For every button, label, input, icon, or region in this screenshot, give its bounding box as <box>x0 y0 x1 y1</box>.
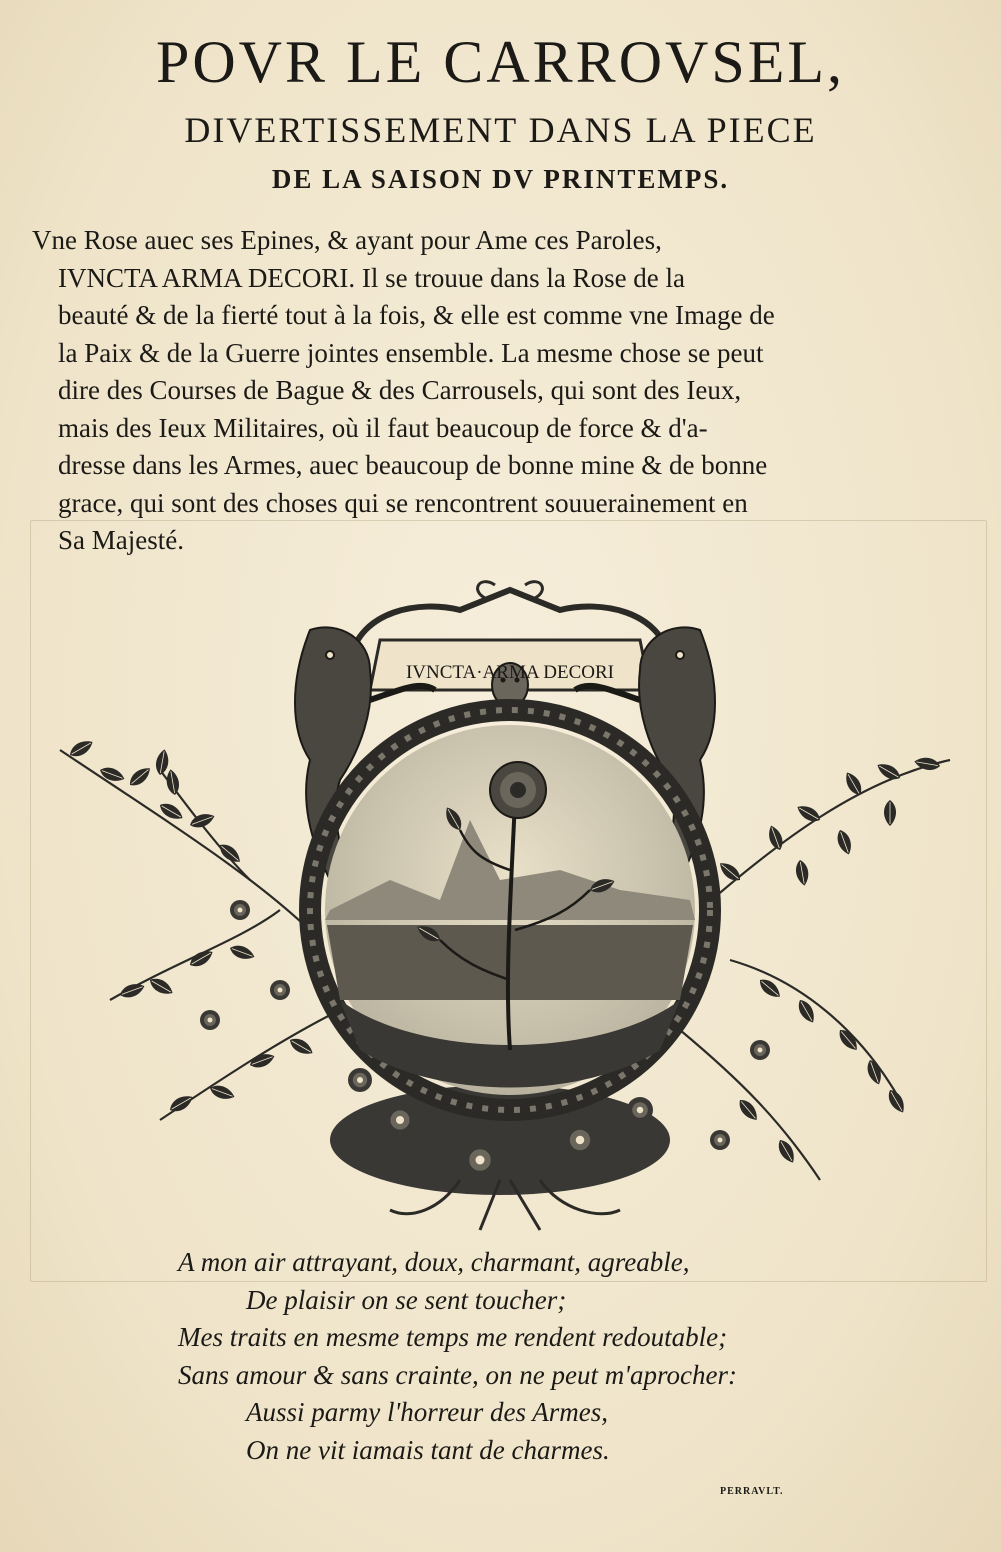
body-line: Sa Majesté. <box>58 525 184 555</box>
body-line: dire des Courses de Bague & des Carrousels, qui sont des Ieux, <box>58 375 742 405</box>
body-line: IVNCTA ARMA DECORI. Il se trouue dans la Rose de la <box>58 262 686 293</box>
verse-line: Aussi parmy l'horreur des Armes, <box>246 1397 609 1427</box>
body-line: grace, qui sont des choses qui se rencontrent souuerainement en <box>58 487 748 518</box>
emblem-motto: IVNCTA·ARMA DECORI <box>405 662 615 683</box>
verse-stanza <box>178 1244 878 1469</box>
verse-line: Sans amour & sans crainte, on ne peut m'aprocher: <box>178 1359 737 1390</box>
rose-bloom <box>490 762 546 818</box>
left-leaves <box>67 737 316 1115</box>
left-foliage <box>60 750 340 1120</box>
right-foliage <box>680 760 950 1180</box>
title-line-3: DE LA SAISON DV PRINTEMPS. <box>271 164 730 194</box>
body-line: dresse dans les Armes, auec beaucoup de bonne mine & de bonne <box>58 450 768 480</box>
engraver-signature: PERRAVLT. <box>720 1486 784 1497</box>
body-line: la Paix & de la Guerre jointes ensemble. La mesme chose se peut <box>58 337 764 368</box>
right-leaves <box>710 756 941 1166</box>
title-line-1: POVR LE CARROVSEL, <box>155 29 846 95</box>
body-paragraph <box>32 222 947 560</box>
verse-line: Mes traits en mesme temps me rendent redoutable; <box>178 1322 728 1352</box>
body-line: mais des Ieux Militaires, où il faut beaucoup de force & d'a- <box>58 412 708 443</box>
verse-line: De plaisir on se sent toucher; <box>246 1284 567 1315</box>
inner-scene <box>325 725 695 1095</box>
verse-line: A mon air attrayant, doux, charmant, agreable, <box>178 1247 690 1277</box>
verse-line: On ne vit iamais tant de charmes. <box>246 1434 610 1465</box>
title-line-2: DIVERTISSEMENT DANS LA PIECE <box>184 110 817 150</box>
body-line: Vne Rose auec ses Epines, & ayant pour Ame ces Paroles, <box>32 225 662 255</box>
body-line: beauté & de la fierté tout à la fois, & elle est comme vne Image de <box>58 300 775 330</box>
rose-emblem-engraving <box>40 580 970 1240</box>
